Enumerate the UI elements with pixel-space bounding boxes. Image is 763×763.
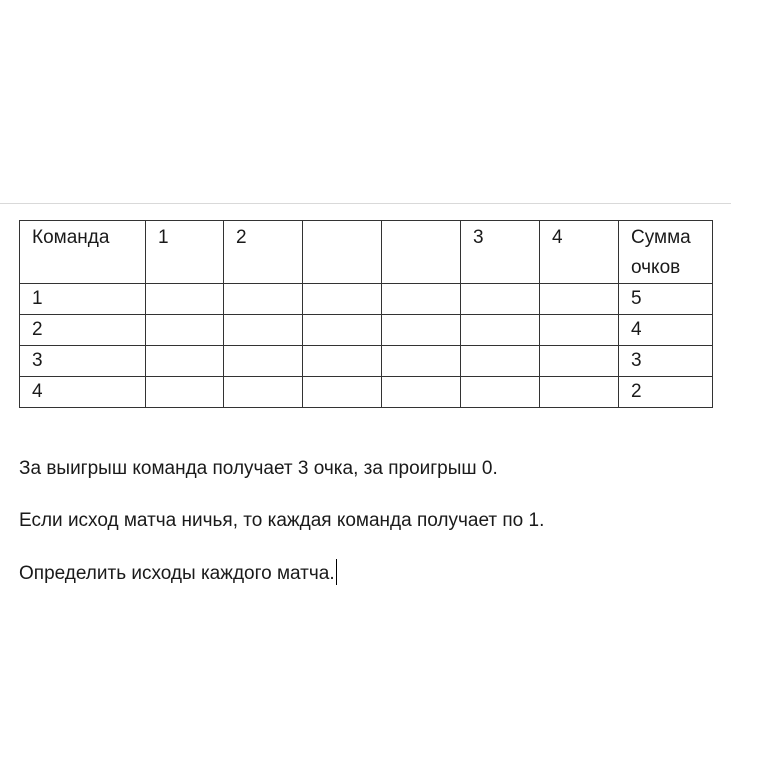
table-row xyxy=(20,284,713,315)
table-cell[interactable] xyxy=(224,284,303,315)
table-header-row xyxy=(20,221,713,284)
rule-paragraph-draw[interactable] xyxy=(19,509,544,533)
score-table xyxy=(19,220,713,408)
table-cell[interactable]: 2 xyxy=(20,315,146,346)
table-header-cell[interactable]: 3 xyxy=(461,221,540,284)
table-cell[interactable]: 1 xyxy=(20,284,146,315)
table-header-cell[interactable] xyxy=(382,221,461,284)
table-cell[interactable] xyxy=(461,346,540,377)
table-cell[interactable] xyxy=(146,284,224,315)
table-cell[interactable] xyxy=(224,377,303,408)
table-cell[interactable] xyxy=(303,346,382,377)
table-cell[interactable] xyxy=(382,377,461,408)
table-row xyxy=(20,377,713,408)
table-header-cell[interactable]: 4 xyxy=(540,221,619,284)
text-cursor xyxy=(336,559,337,585)
table-cell[interactable] xyxy=(540,315,619,346)
rule-paragraph-win-loss[interactable] xyxy=(19,457,498,481)
table-cell[interactable] xyxy=(382,284,461,315)
table-cell[interactable] xyxy=(224,346,303,377)
table-header-cell[interactable] xyxy=(303,221,382,284)
table-cell[interactable]: 4 xyxy=(20,377,146,408)
table-row xyxy=(20,346,713,377)
table-cell[interactable]: 2 xyxy=(619,377,713,408)
table-cell[interactable] xyxy=(540,346,619,377)
table-cell[interactable] xyxy=(303,284,382,315)
table-cell[interactable]: 5 xyxy=(619,284,713,315)
table-cell[interactable] xyxy=(540,377,619,408)
table-cell[interactable]: 3 xyxy=(20,346,146,377)
table-cell[interactable] xyxy=(540,284,619,315)
table-cell[interactable] xyxy=(146,377,224,408)
table-cell[interactable] xyxy=(461,284,540,315)
table-cell[interactable] xyxy=(146,315,224,346)
table-header-cell[interactable]: 2 xyxy=(224,221,303,284)
table-cell[interactable] xyxy=(382,315,461,346)
paragraph-text: Определить исходы каждого матча. xyxy=(19,563,335,584)
table-cell[interactable] xyxy=(382,346,461,377)
table-cell[interactable] xyxy=(303,377,382,408)
paragraph-text: Если исход матча ничья, то каждая команда получает по 1. xyxy=(19,510,545,531)
table-cell[interactable]: 4 xyxy=(619,315,713,346)
table-header-cell[interactable]: Команда xyxy=(20,221,146,284)
table-row xyxy=(20,315,713,346)
table-cell[interactable] xyxy=(224,315,303,346)
table-header-cell[interactable]: 1 xyxy=(146,221,224,284)
table-cell[interactable]: 3 xyxy=(619,346,713,377)
table-header-cell-sum[interactable]: Сумма очков xyxy=(619,221,713,284)
table-cell[interactable] xyxy=(461,377,540,408)
table-cell[interactable] xyxy=(146,346,224,377)
page-top-edge xyxy=(0,203,731,204)
paragraph-text: За выигрыш команда получает 3 очка, за проигрыш 0. xyxy=(19,458,498,479)
table-cell[interactable] xyxy=(461,315,540,346)
task-paragraph[interactable] xyxy=(19,559,337,586)
table-cell[interactable] xyxy=(303,315,382,346)
